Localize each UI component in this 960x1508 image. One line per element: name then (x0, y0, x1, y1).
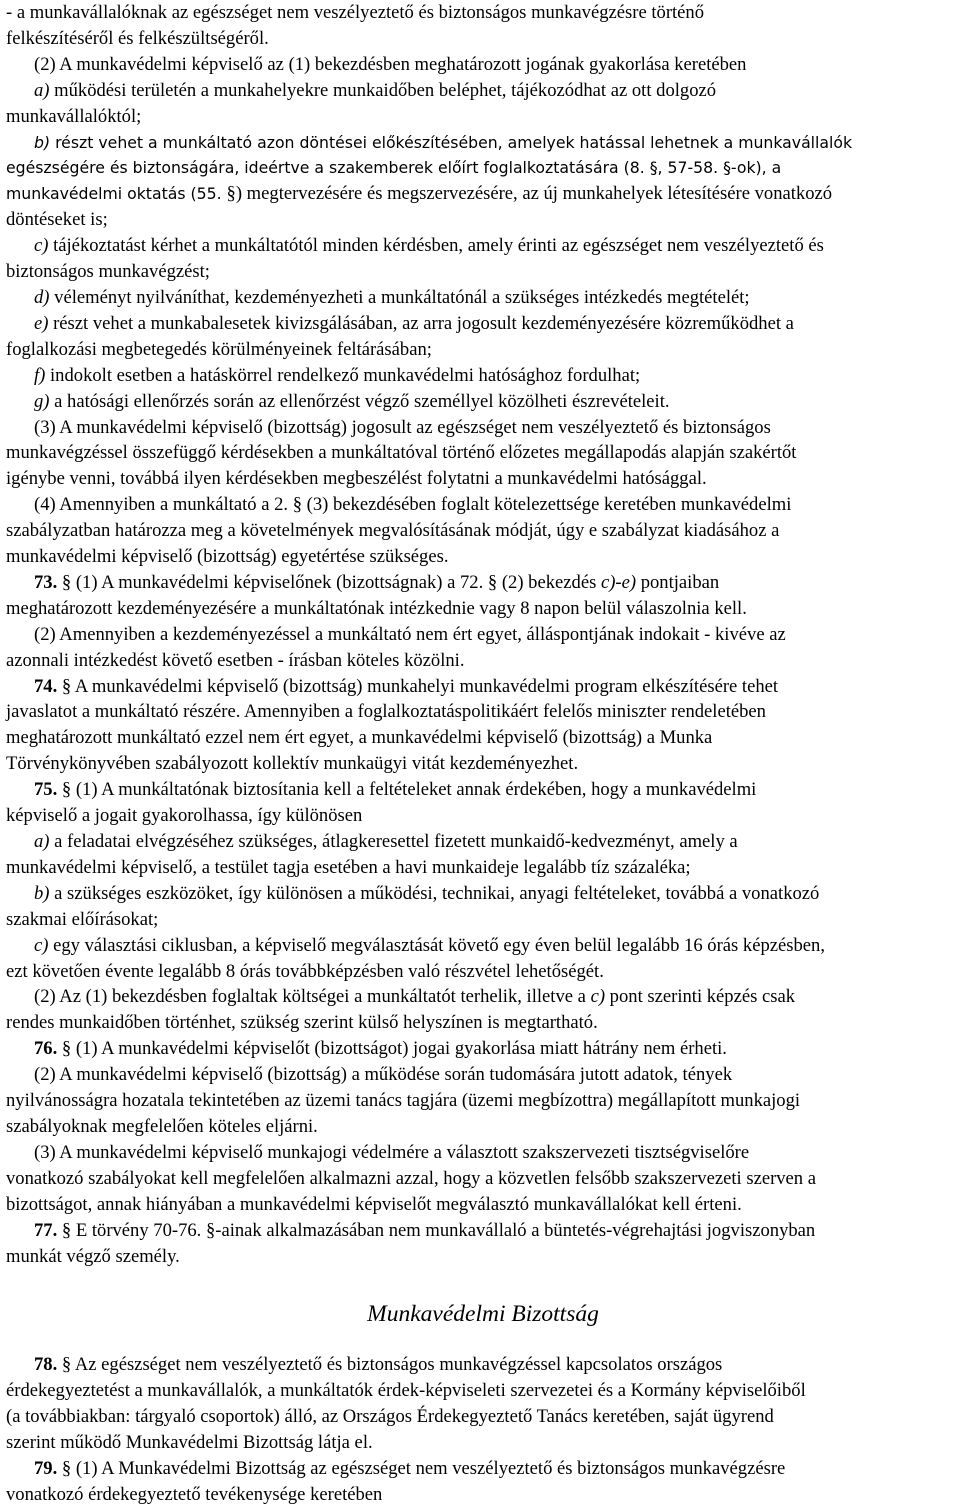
text-run: indokolt esetben a hatáskörrel rendelkező munkavédelmi hatósághoz fordulhat; (45, 364, 641, 386)
text-line (6, 259, 960, 285)
text-run: § E törvény 70-76. §-ainak alkalmazásában nem munkavállaló a büntetés-végrehajtási jogviszonyban (57, 1219, 816, 1241)
text-line (6, 1430, 960, 1456)
text-run: a) (34, 831, 50, 852)
text-run: foglalkozási megbetegedés körülményeinek feltárásában; (6, 338, 432, 360)
text-line (6, 104, 960, 130)
text-run: működési területén a munkahelyekre munkaidőben beléphet, tájékozódhat az ott dolgozó (49, 79, 717, 101)
text-line (6, 881, 960, 907)
text-line (6, 699, 960, 725)
text-line (6, 1352, 960, 1378)
text-line (6, 1062, 960, 1088)
text-run: 77. (34, 1219, 58, 1241)
text-run: f) (34, 364, 46, 386)
section-heading: Munkavédelmi Bizottság (367, 1301, 599, 1328)
text-run: c) (34, 235, 49, 257)
text-run: tájékoztatást kérhet a munkáltatótól minden kérdésben, amely érinti az egészséget nem veszélyeztető és (48, 235, 824, 257)
text-run: (2) Az (1) bekezdésben foglaltak költségei a munkáltatót terhelik, illetve a (34, 986, 591, 1008)
text-line (6, 1036, 960, 1062)
text-run: (2) Amennyiben a kezdeményezéssel a munkáltató nem ért egyet, álláspontjának indokait - kivéve az (34, 623, 786, 645)
text-run: döntéseket is; (6, 209, 108, 231)
text-run: egy választási ciklusban, a képviselő megválasztását követő egy éven belül legalább 16 órás képzésben, (48, 934, 825, 956)
text-line (6, 674, 960, 700)
text-run: (a továbbiakban: tárgyaló csoportok) álló, az Országos Érdekegyeztető Tanács keretében, saját ügyrend (6, 1406, 774, 1428)
text-run: ezt követően évente legalább 8 órás továbbképzésben való részvétel lehetőségét. (6, 960, 604, 982)
text-run: §) megtervezésére és megszervezésére, az új munkahelyek létesítésére vonatkozó (226, 183, 833, 205)
text-line (6, 311, 960, 337)
text-run: vonatkozó szabályokat kell megfelelően alkalmazni azzal, hogy a közvetlen felsőbb szakszervezeti szerven a (6, 1167, 817, 1189)
text-line (6, 1218, 960, 1244)
text-run: részt vehet a munkáltató azon döntései előkészítésében, amelyek hatással lehetnek a munkavállalók (50, 132, 853, 152)
text-line (6, 1166, 960, 1192)
text-line (6, 648, 960, 674)
text-run: § Az egészséget nem veszélyeztető és biztonságos munkavégzéssel kapcsolatos országos (57, 1354, 723, 1376)
text-run: (2) A munkavédelmi képviselő az (1) bekezdésben meghatározott jogának gyakorlása keretében (34, 53, 747, 75)
text-run: felkészítéséről és felkészültségéről. (6, 27, 269, 49)
text-run: c)-e) (600, 571, 637, 593)
text-run: munkavégzéssel összefüggő kérdésekben a munkáltatóval történő előzetes megállapodás alapján szakértőt (6, 442, 797, 464)
text-run: munkavédelmi képviselő (bizottság) egyetértése szükséges. (6, 546, 449, 568)
text-run: meghatározott kezdeményezésére a munkáltatónak intézkednie vagy 8 napon belül válaszolnia kell. (6, 597, 747, 619)
text-run: (4) Amennyiben a munkáltató a 2. § (3) bekezdésében foglalt kötelezettsége keretében munkavédelmi (34, 494, 792, 516)
text-line (6, 181, 960, 207)
text-line (6, 544, 960, 570)
text-run: (3) A munkavédelmi képviselő munkajogi védelmére a választott szakszervezeti tisztségviselőre (34, 1141, 750, 1163)
text-line (6, 855, 960, 881)
text-run: rendes munkaidőben történhet, szükség szerint külső helyszínen is megtartható. (6, 1012, 598, 1034)
text-run: 78. (34, 1354, 58, 1376)
text-run: pontjaiban (636, 571, 720, 593)
text-line (6, 207, 960, 233)
text-line (6, 78, 960, 104)
text-run: § (1) A munkavédelmi képviselőnek (bizottságnak) a 72. § (2) bekezdés (57, 571, 601, 593)
text-line (6, 1140, 960, 1166)
text-line (6, 596, 960, 622)
text-line (6, 1114, 960, 1140)
text-run: igénybe venni, továbbá ilyen kérdésekben megbeszélést folytatni a munkavédelmi hatósággal. (6, 468, 707, 490)
text-line (6, 751, 960, 777)
text-run: d) (34, 286, 50, 308)
text-run: a hatósági ellenőrzés során az ellenőrzést végző személlyel közölheti észrevételeit. (49, 390, 670, 412)
text-run: § (1) A Munkavédelmi Bizottság az egészséget nem veszélyeztető és biztonságos munkavégzésre (57, 1458, 786, 1480)
text-line (6, 233, 960, 259)
text-line (6, 777, 960, 803)
text-run: (2) A munkavédelmi képviselő (bizottság) a működése során tudomására jutott adatok, tények (34, 1064, 733, 1086)
text-run: 73. (34, 571, 58, 593)
text-run: a szükséges eszközöket, így különösen a működési, technikai, anyagi feltételeket, továbbá a vonatkozó (49, 882, 820, 904)
text-line (6, 440, 960, 466)
text-run: a) (34, 79, 50, 101)
text-line (6, 1010, 960, 1036)
text-line (6, 337, 960, 363)
text-run: munkavédelmi oktatás (55. (6, 184, 227, 204)
text-run: munkavédelmi képviselő, a testület tagja esetében a havi munkaideje legalább tíz százaléka; (6, 856, 691, 878)
text-line (6, 933, 960, 959)
text-line (6, 1378, 960, 1404)
text-run: - a munkavállalóknak az egészséget nem veszélyeztető és biztonságos munkavégzésre történő (6, 2, 705, 23)
text-run: munkát végző személy. (6, 1245, 180, 1267)
text-run: 74. (34, 675, 58, 697)
text-line (6, 803, 960, 829)
text-run: egészségére és biztonságára, ideértve a szakemberek előírt foglalkoztatására (8. §, 57-58. §-ok), a (6, 158, 782, 178)
text-run: biztonságos munkavégzést; (6, 261, 210, 283)
text-run: 79. (34, 1458, 58, 1480)
text-run: 75. (34, 779, 58, 801)
text-run: szabályoknak megfelelően köteles eljárni. (6, 1115, 318, 1137)
text-run: c) (34, 934, 49, 956)
text-run: javaslatot a munkáltató részére. Amennyiben a foglalkoztatáspolitikáért felelős miniszter rendeletében (6, 701, 766, 723)
text-run: b) (34, 882, 50, 904)
text-run: részt vehet a munkabalesetek kivizsgálásában, az arra jogosult kezdeményezésére közreműködhet a (48, 312, 794, 334)
text-run: munkavállalóktól; (6, 105, 142, 127)
text-run: szakmai előírásokat; (6, 908, 159, 930)
text-line (6, 1482, 960, 1508)
text-line (6, 1088, 960, 1114)
text-run: bizottságot, annak hiányában a munkavédelmi képviselőt megválasztó munkavállalókat kell érteni. (6, 1193, 742, 1215)
text-line (6, 1404, 960, 1430)
text-run: c) (590, 986, 606, 1008)
text-line (6, 1192, 960, 1218)
text-run: e) (34, 312, 49, 334)
text-run: § A munkavédelmi képviselő (bizottság) munkahelyi munkavédelmi program elkészítésére tehet (57, 675, 779, 697)
text-line (6, 570, 960, 596)
text-run: § (1) A munkáltatónak biztosítania kell a feltételeket annak érdekében, hogy a munkavédelmi (57, 779, 757, 801)
text-run: érdekegyeztetést a munkavállalók, a munkáltatók érdek-képviseleti szervezetei és a Kormány képviselőiből (6, 1380, 806, 1402)
text-run: (3) A munkavédelmi képviselő (bizottság) jogosult az egészséget nem veszélyeztető és biztonságos (34, 416, 771, 438)
text-run: vonatkozó érdekegyeztető tevékenysége keretében (6, 1483, 383, 1505)
text-run: g) (34, 390, 50, 412)
text-run: azonnali intézkedést követő esetben - írásban köteles közölni. (6, 649, 465, 671)
text-line (6, 0, 960, 26)
law-text-section-78-79 (6, 1352, 960, 1507)
text-line (6, 415, 960, 441)
text-run: szabályzatban határozza meg a követelmények megvalósításának módját, úgy e szabályzat kiadásához a (6, 520, 780, 542)
text-line (6, 725, 960, 751)
text-line (6, 907, 960, 933)
text-line (6, 959, 960, 985)
text-run: Törvénykönyvében szabályozott kollektív munkaügyi vitát kezdeményezhet. (6, 753, 579, 775)
text-line (6, 1244, 960, 1270)
text-run: 76. (34, 1038, 58, 1060)
text-line (6, 1456, 960, 1482)
text-run: a feladatai elvégzéséhez szükséges, átlagkeresettel fizetett munkaidő-kedvezményt, amely a (49, 831, 738, 852)
text-run: meghatározott munkáltató ezzel nem ért egyet, a munkavédelmi képviselő (bizottság) a Munka (6, 727, 713, 749)
text-line (6, 492, 960, 518)
text-line (6, 285, 960, 311)
text-run: szerint működő Munkavédelmi Bizottság látja el. (6, 1432, 373, 1454)
text-run: nyilvánosságra hozatala tekintetében az üzemi tanács tagjára (üzemi megbízottra) megállapított munkajogi (6, 1090, 801, 1112)
text-run: pont szerinti képzés csak (605, 986, 796, 1008)
text-line (6, 130, 960, 156)
text-line (6, 389, 960, 415)
text-line (6, 518, 960, 544)
text-run: véleményt nyilváníthat, kezdeményezheti a munkáltatónál a szükséges intézkedés megtételét; (49, 286, 750, 308)
text-line (6, 622, 960, 648)
text-line (6, 829, 960, 855)
text-line (6, 363, 960, 389)
text-run: § (1) A munkavédelmi képviselőt (bizottságot) jogai gyakorlása miatt hátrány nem érheti. (57, 1038, 727, 1060)
text-line (6, 26, 960, 52)
text-run: képviselő a jogait gyakorolhassa, így különösen (6, 805, 363, 827)
text-line (6, 52, 960, 78)
law-text-section-72-77 (6, 0, 960, 1269)
text-line (6, 984, 960, 1010)
text-run: b) (34, 132, 51, 152)
text-line (6, 466, 960, 492)
text-line (6, 155, 960, 181)
